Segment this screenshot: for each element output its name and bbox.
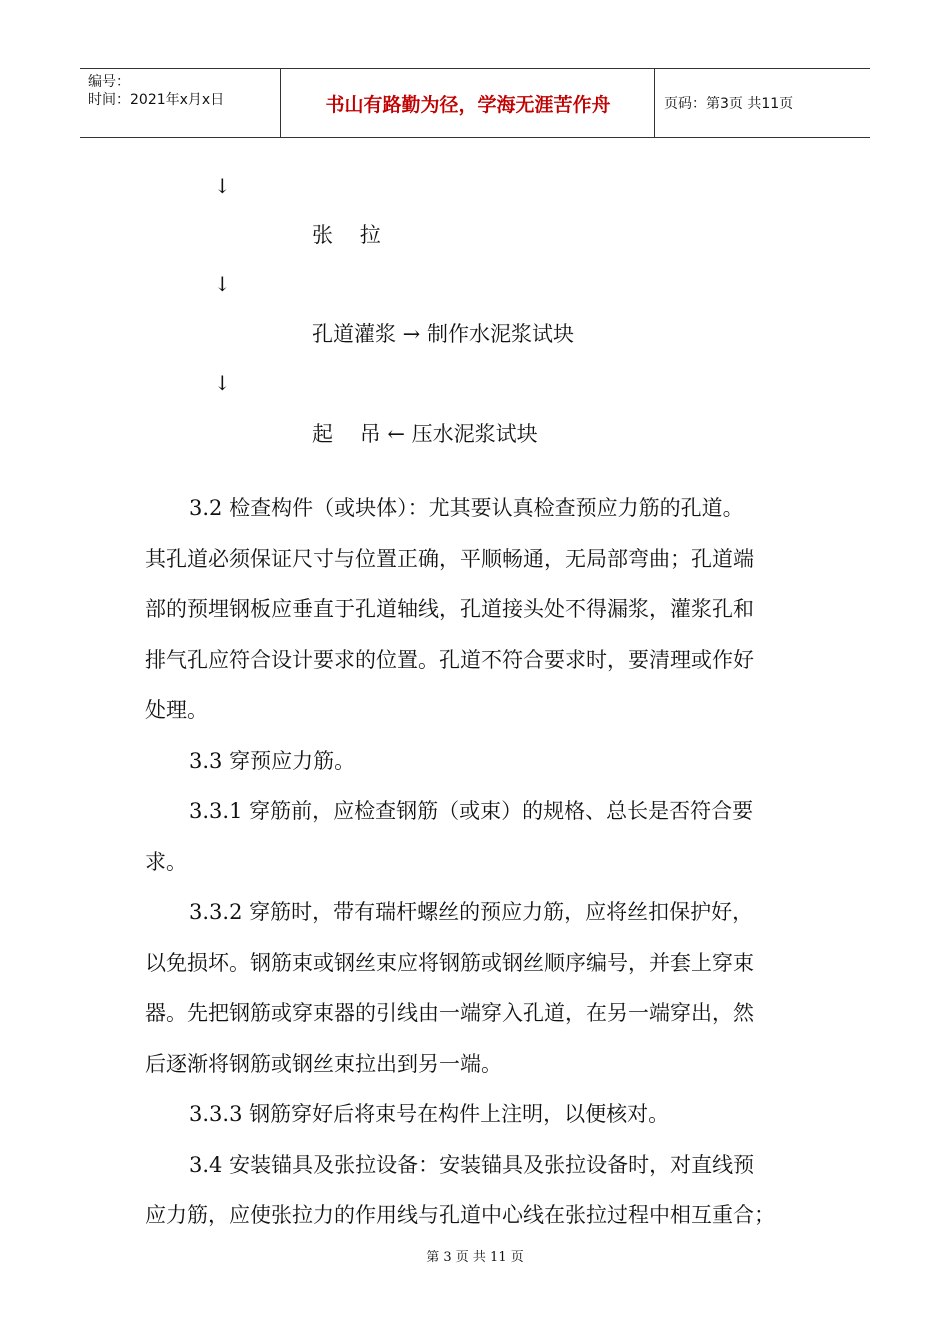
flow-step-tension: 张 拉 bbox=[312, 223, 381, 247]
flow-step-lifting: 起 吊 ← 压水泥浆试块 bbox=[312, 422, 538, 446]
header-page-info: 页码：第3页 共11页 bbox=[664, 96, 794, 112]
paragraph-line: 以免损坏。钢筋束或钢丝束应将钢筋或钢丝顺序编号，并套上穿束 bbox=[145, 950, 754, 975]
paragraph-3-3: 3.3 穿预应力筋。 bbox=[189, 748, 356, 773]
paragraph-line: 部的预埋钢板应垂直于孔道轴线，孔道接头处不得漏浆，灌浆孔和 bbox=[145, 597, 754, 621]
paragraph-3-3-3: 3.3.3 钢筋穿好后将束号在构件上注明，以便核对。 bbox=[189, 1102, 670, 1126]
flow-arrow-down-icon: ↓ bbox=[214, 272, 231, 296]
header-divider bbox=[654, 69, 655, 137]
paragraph-3-2 bbox=[145, 483, 825, 1241]
header-motto: 书山有路勤为径，学海无涯苦作舟 bbox=[325, 93, 611, 116]
paragraph-line: 3.2 检查构件（或块体）：尤其要认真检查预应力筋的孔道。 bbox=[189, 496, 744, 520]
paragraph-line: 排气孔应符合设计要求的位置。孔道不符合要求时，要清理或作好 bbox=[145, 647, 754, 672]
paragraph-line: 3.4 安装锚具及张拉设备：安装锚具及张拉设备时，对直线预 bbox=[189, 1152, 755, 1177]
flow-step-grouting: 孔道灌浆 → 制作水泥浆试块 bbox=[312, 322, 574, 346]
paragraph-line: 应力筋，应使张拉力的作用线与孔道中心线在张拉过程中相互重合； bbox=[145, 1203, 775, 1227]
document-date: 时间：2021年x月x日 bbox=[88, 92, 225, 108]
header-meta bbox=[80, 69, 280, 137]
page-header bbox=[80, 68, 870, 138]
paragraph-line: 3.3.1 穿筋前，应检查钢筋（或束）的规格、总长是否符合要 bbox=[189, 799, 754, 823]
paragraph-line: 处理。 bbox=[145, 698, 208, 722]
paragraph-line: 器。先把钢筋或穿束器的引线由一端穿入孔道，在另一端穿出，然 bbox=[145, 1001, 754, 1025]
paragraph-line: 后逐渐将钢筋或钢丝束拉出到另一端。 bbox=[145, 1051, 502, 1076]
flow-arrow-down-icon: ↓ bbox=[214, 174, 231, 198]
header-divider bbox=[280, 69, 281, 137]
paragraph-line: 求。 bbox=[145, 849, 187, 874]
paragraph-line: 3.3.2 穿筋时，带有瑞杆螺丝的预应力筋，应将丝扣保护好， bbox=[189, 900, 754, 924]
paragraph-line: 其孔道必须保证尺寸与位置正确，平顺畅通，无局部弯曲；孔道端 bbox=[145, 546, 754, 571]
document-number-label: 编号： bbox=[88, 74, 130, 90]
flow-arrow-down-icon: ↓ bbox=[214, 371, 231, 395]
page-footer: 第 3 页 共 11 页 bbox=[426, 1250, 524, 1265]
